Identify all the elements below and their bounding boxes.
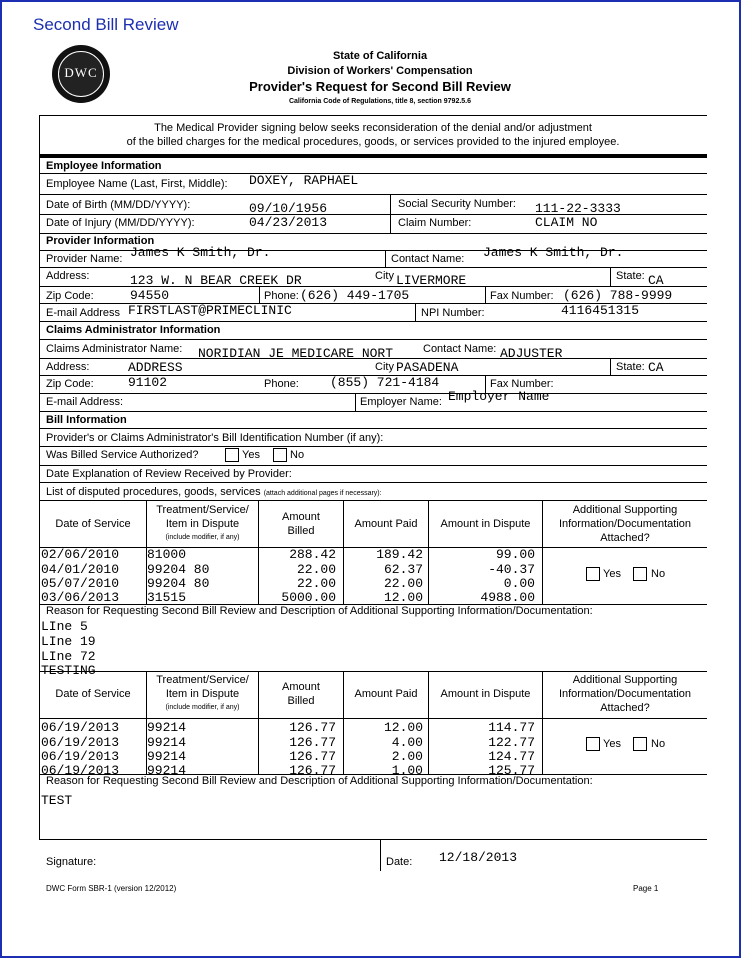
provider-phone-label: Phone: bbox=[264, 290, 299, 302]
provider-address-label: Address: bbox=[46, 270, 90, 282]
t1-dispute[interactable]: 99.00 bbox=[495, 547, 535, 562]
authorized-no-checkbox[interactable] bbox=[273, 448, 287, 462]
t2-item[interactable]: 99214 bbox=[147, 763, 187, 778]
npi-field[interactable]: 4116451315 bbox=[561, 303, 640, 318]
authorized-no-label: No bbox=[290, 449, 305, 461]
employee-section-heading: Employee Information bbox=[46, 160, 162, 172]
claims-admin-email-label: E-mail Address: bbox=[46, 396, 124, 408]
provider-email-field[interactable]: FIRSTLAST@PRIMECLINIC bbox=[128, 303, 292, 318]
claims-admin-name-label: Claims Administrator Name: bbox=[46, 343, 183, 355]
t1-paid[interactable]: 22.00 bbox=[383, 576, 423, 591]
t1-billed[interactable]: 288.42 bbox=[289, 547, 336, 562]
t2-date[interactable]: 06/19/2013 bbox=[41, 749, 120, 764]
claims-admin-contact-label: Contact Name: bbox=[423, 343, 497, 355]
t2-header-dispute: Amount in Dispute bbox=[440, 688, 531, 700]
provider-address-field[interactable]: 123 W. N BEAR CREEK DR bbox=[130, 273, 302, 288]
claims-admin-state-label: State: bbox=[616, 361, 645, 373]
t2-date[interactable]: 06/19/2013 bbox=[41, 735, 120, 750]
t1-item[interactable]: 99204 80 bbox=[147, 562, 210, 577]
t2-header-date: Date of Service bbox=[55, 688, 131, 700]
doi-field[interactable]: 04/23/2013 bbox=[249, 215, 328, 230]
form-title: Provider's Request for Second Bill Review bbox=[249, 79, 511, 94]
t2-item[interactable]: 99214 bbox=[147, 749, 187, 764]
t1-date[interactable]: 03/06/2013 bbox=[41, 590, 120, 605]
t2-paid[interactable]: 4.00 bbox=[391, 735, 423, 750]
provider-city-field[interactable]: LIVERMORE bbox=[396, 273, 467, 288]
t2-dispute[interactable]: 114.77 bbox=[488, 720, 535, 735]
t1-header-billed: Amount Billed bbox=[282, 511, 320, 537]
authorized-yes-checkbox[interactable] bbox=[225, 448, 239, 462]
t1-paid[interactable]: 189.42 bbox=[376, 547, 423, 562]
claims-admin-city-field[interactable]: PASADENA bbox=[396, 360, 459, 375]
t1-billed[interactable]: 22.00 bbox=[296, 562, 336, 577]
provider-section-heading: Provider Information bbox=[46, 235, 155, 247]
t2-paid[interactable]: 12.00 bbox=[383, 720, 423, 735]
footer-form-id: DWC Form SBR-1 (version 12/2012) bbox=[46, 884, 177, 893]
t1-no-checkbox[interactable] bbox=[633, 567, 647, 581]
t2-date[interactable]: 06/19/2013 bbox=[41, 720, 120, 735]
claim-number-field[interactable]: CLAIM NO bbox=[535, 215, 598, 230]
claims-admin-address-label: Address: bbox=[46, 361, 90, 373]
t2-paid[interactable]: 1.00 bbox=[391, 763, 423, 778]
claims-admin-zip-label: Zip Code: bbox=[46, 378, 94, 390]
t1-header-additional: Additional Supporting Information/Documentation Attached? bbox=[558, 504, 692, 544]
provider-name-label: Provider Name: bbox=[46, 253, 123, 265]
t1-dispute[interactable]: 0.00 bbox=[503, 576, 535, 591]
t2-dispute[interactable]: 124.77 bbox=[488, 749, 535, 764]
t2-header-billed: Amount Billed bbox=[282, 681, 320, 707]
signature-date-field[interactable]: 12/18/2013 bbox=[439, 850, 518, 865]
claims-admin-fax-label: Fax Number: bbox=[490, 378, 554, 390]
t1-yes-checkbox[interactable] bbox=[586, 567, 600, 581]
intro-text: The Medical Provider signing below seeks reconsideration of the denial and/or adjustment of the billed charges for the medical procedures, goods, or services provided to the injured employee. bbox=[126, 122, 620, 148]
t1-dispute[interactable]: 4988.00 bbox=[480, 590, 535, 605]
provider-state-label: State: bbox=[616, 270, 645, 282]
t1-item[interactable]: 99204 80 bbox=[147, 576, 210, 591]
authorized-yes-label: Yes bbox=[242, 449, 260, 461]
t1-date[interactable]: 02/06/2010 bbox=[41, 547, 120, 562]
t1-header-paid: Amount Paid bbox=[354, 518, 418, 530]
claims-admin-section-heading: Claims Administrator Information bbox=[46, 324, 221, 336]
provider-email-label: E-mail Address bbox=[46, 307, 120, 319]
reason-label-1: Reason for Requesting Second Bill Review and Description of Additional Supporting Information/Documentation: bbox=[46, 605, 593, 617]
provider-fax-field[interactable]: (626) 788-9999 bbox=[563, 288, 673, 303]
bill-id-label: Provider's or Claims Administrator's Bill Identification Number (if any): bbox=[46, 432, 384, 444]
provider-name-field[interactable]: James K Smith, Dr. bbox=[130, 245, 271, 260]
claims-admin-state-field[interactable]: CA bbox=[648, 360, 664, 375]
t2-header-additional: Additional Supporting Information/Documentation Attached? bbox=[558, 674, 692, 714]
provider-contact-label: Contact Name: bbox=[391, 253, 465, 265]
t2-date[interactable]: 06/19/2013 bbox=[41, 763, 120, 778]
claims-admin-address-field[interactable]: ADDRESS bbox=[128, 360, 183, 375]
header-state: State of California bbox=[332, 50, 428, 62]
t1-item[interactable]: 31515 bbox=[147, 590, 187, 605]
reason-line[interactable]: LIne 72 bbox=[41, 649, 96, 664]
reason-line[interactable]: LIne 5 bbox=[41, 619, 88, 634]
t2-dispute[interactable]: 125.77 bbox=[488, 763, 535, 778]
app-title: Second Bill Review bbox=[33, 15, 179, 34]
employee-name-field[interactable]: DOXEY, RAPHAEL bbox=[249, 173, 359, 188]
t1-billed[interactable]: 5000.00 bbox=[281, 590, 336, 605]
claims-admin-city-label: City bbox=[375, 361, 394, 373]
provider-zip-label: Zip Code: bbox=[46, 290, 94, 302]
dob-field[interactable]: 09/10/1956 bbox=[249, 201, 328, 216]
t2-item[interactable]: 99214 bbox=[147, 735, 187, 750]
thick-divider bbox=[39, 154, 707, 158]
header-division: Division of Workers' Compensation bbox=[287, 65, 473, 77]
reason-line[interactable]: LIne 19 bbox=[41, 634, 96, 649]
t1-no-label: No bbox=[651, 568, 666, 580]
bill-section-heading: Bill Information bbox=[46, 414, 127, 426]
t1-paid[interactable]: 62.37 bbox=[383, 562, 423, 577]
claims-admin-zip-field[interactable]: 91102 bbox=[128, 375, 168, 390]
t1-date[interactable]: 05/07/2010 bbox=[41, 576, 120, 591]
t2-billed[interactable]: 126.77 bbox=[289, 720, 336, 735]
seal-text: DWC bbox=[64, 65, 98, 80]
t2-billed[interactable]: 126.77 bbox=[289, 763, 336, 778]
eor-date-label: Date Explanation of Review Received by Provider: bbox=[46, 468, 292, 480]
t2-header-paid: Amount Paid bbox=[354, 688, 418, 700]
reason-line[interactable]: TEST bbox=[41, 793, 73, 808]
disputed-list-label: List of disputed procedures, goods, services (attach additional pages if necessary): bbox=[46, 486, 382, 498]
t2-billed[interactable]: 126.77 bbox=[289, 735, 336, 750]
t1-yes-label: Yes bbox=[603, 568, 621, 580]
t2-yes-label: Yes bbox=[603, 738, 621, 750]
provider-fax-label: Fax Number: bbox=[490, 290, 554, 302]
t1-header-item: Treatment/Service/ Item in Dispute (include modifier, if any) bbox=[156, 504, 249, 541]
date-label: Date: bbox=[386, 856, 413, 868]
provider-phone-field[interactable]: (626) 449-1705 bbox=[300, 288, 410, 303]
dob-label: Date of Birth (MM/DD/YYYY): bbox=[46, 199, 191, 211]
claims-admin-contact-field[interactable]: ADJUSTER bbox=[500, 346, 563, 361]
authorized-label: Was Billed Service Authorized? bbox=[46, 449, 199, 461]
t2-no-label: No bbox=[651, 738, 666, 750]
t2-paid[interactable]: 2.00 bbox=[391, 749, 423, 764]
reason-label-2: Reason for Requesting Second Bill Review and Description of Additional Supporting Information/Documentation: bbox=[46, 775, 593, 787]
provider-state-field[interactable]: CA bbox=[648, 273, 664, 288]
ssn-field[interactable]: 111-22-3333 bbox=[535, 201, 621, 216]
header-regulation: California Code of Regulations, title 8, section 9792.5.6 bbox=[288, 98, 472, 105]
employer-name-field[interactable]: Employer Name bbox=[448, 389, 550, 404]
reason-line[interactable]: TESTING bbox=[41, 663, 96, 678]
t1-date[interactable]: 04/01/2010 bbox=[41, 562, 120, 577]
t2-billed[interactable]: 126.77 bbox=[289, 749, 336, 764]
ssn-label: Social Security Number: bbox=[398, 198, 516, 210]
t1-item[interactable]: 81000 bbox=[147, 547, 187, 562]
t1-billed[interactable]: 22.00 bbox=[296, 576, 336, 591]
provider-zip-field[interactable]: 94550 bbox=[130, 288, 170, 303]
claims-admin-phone-label: Phone: bbox=[264, 378, 299, 390]
employer-name-label: Employer Name: bbox=[360, 396, 442, 408]
t2-dispute[interactable]: 122.77 bbox=[488, 735, 535, 750]
signature-label: Signature: bbox=[46, 856, 97, 868]
t2-header-item: Treatment/Service/ Item in Dispute (include modifier, if any) bbox=[156, 674, 249, 711]
claims-admin-name-field[interactable]: NORIDIAN JE MEDICARE NORT bbox=[198, 346, 394, 361]
t1-header-dispute: Amount in Dispute bbox=[440, 518, 531, 530]
t2-yes-checkbox[interactable] bbox=[586, 737, 600, 751]
t2-no-checkbox[interactable] bbox=[633, 737, 647, 751]
doi-label: Date of Injury (MM/DD/YYYY): bbox=[46, 217, 195, 229]
claims-admin-phone-field[interactable]: (855) 721-4184 bbox=[330, 375, 440, 390]
t2-item[interactable]: 99214 bbox=[147, 720, 187, 735]
employee-name-label: Employee Name (Last, First, Middle): bbox=[46, 178, 228, 190]
dwc-seal-logo bbox=[52, 45, 110, 103]
npi-label: NPI Number: bbox=[421, 307, 485, 319]
provider-city-label: City bbox=[375, 270, 394, 282]
footer-page: Page 1 bbox=[633, 884, 659, 893]
t1-paid[interactable]: 12.00 bbox=[383, 590, 423, 605]
t1-header-date: Date of Service bbox=[55, 518, 131, 530]
t1-dispute[interactable]: -40.37 bbox=[488, 562, 535, 577]
provider-contact-field[interactable]: James K Smith, Dr. bbox=[483, 245, 624, 260]
claim-number-label: Claim Number: bbox=[398, 217, 472, 229]
